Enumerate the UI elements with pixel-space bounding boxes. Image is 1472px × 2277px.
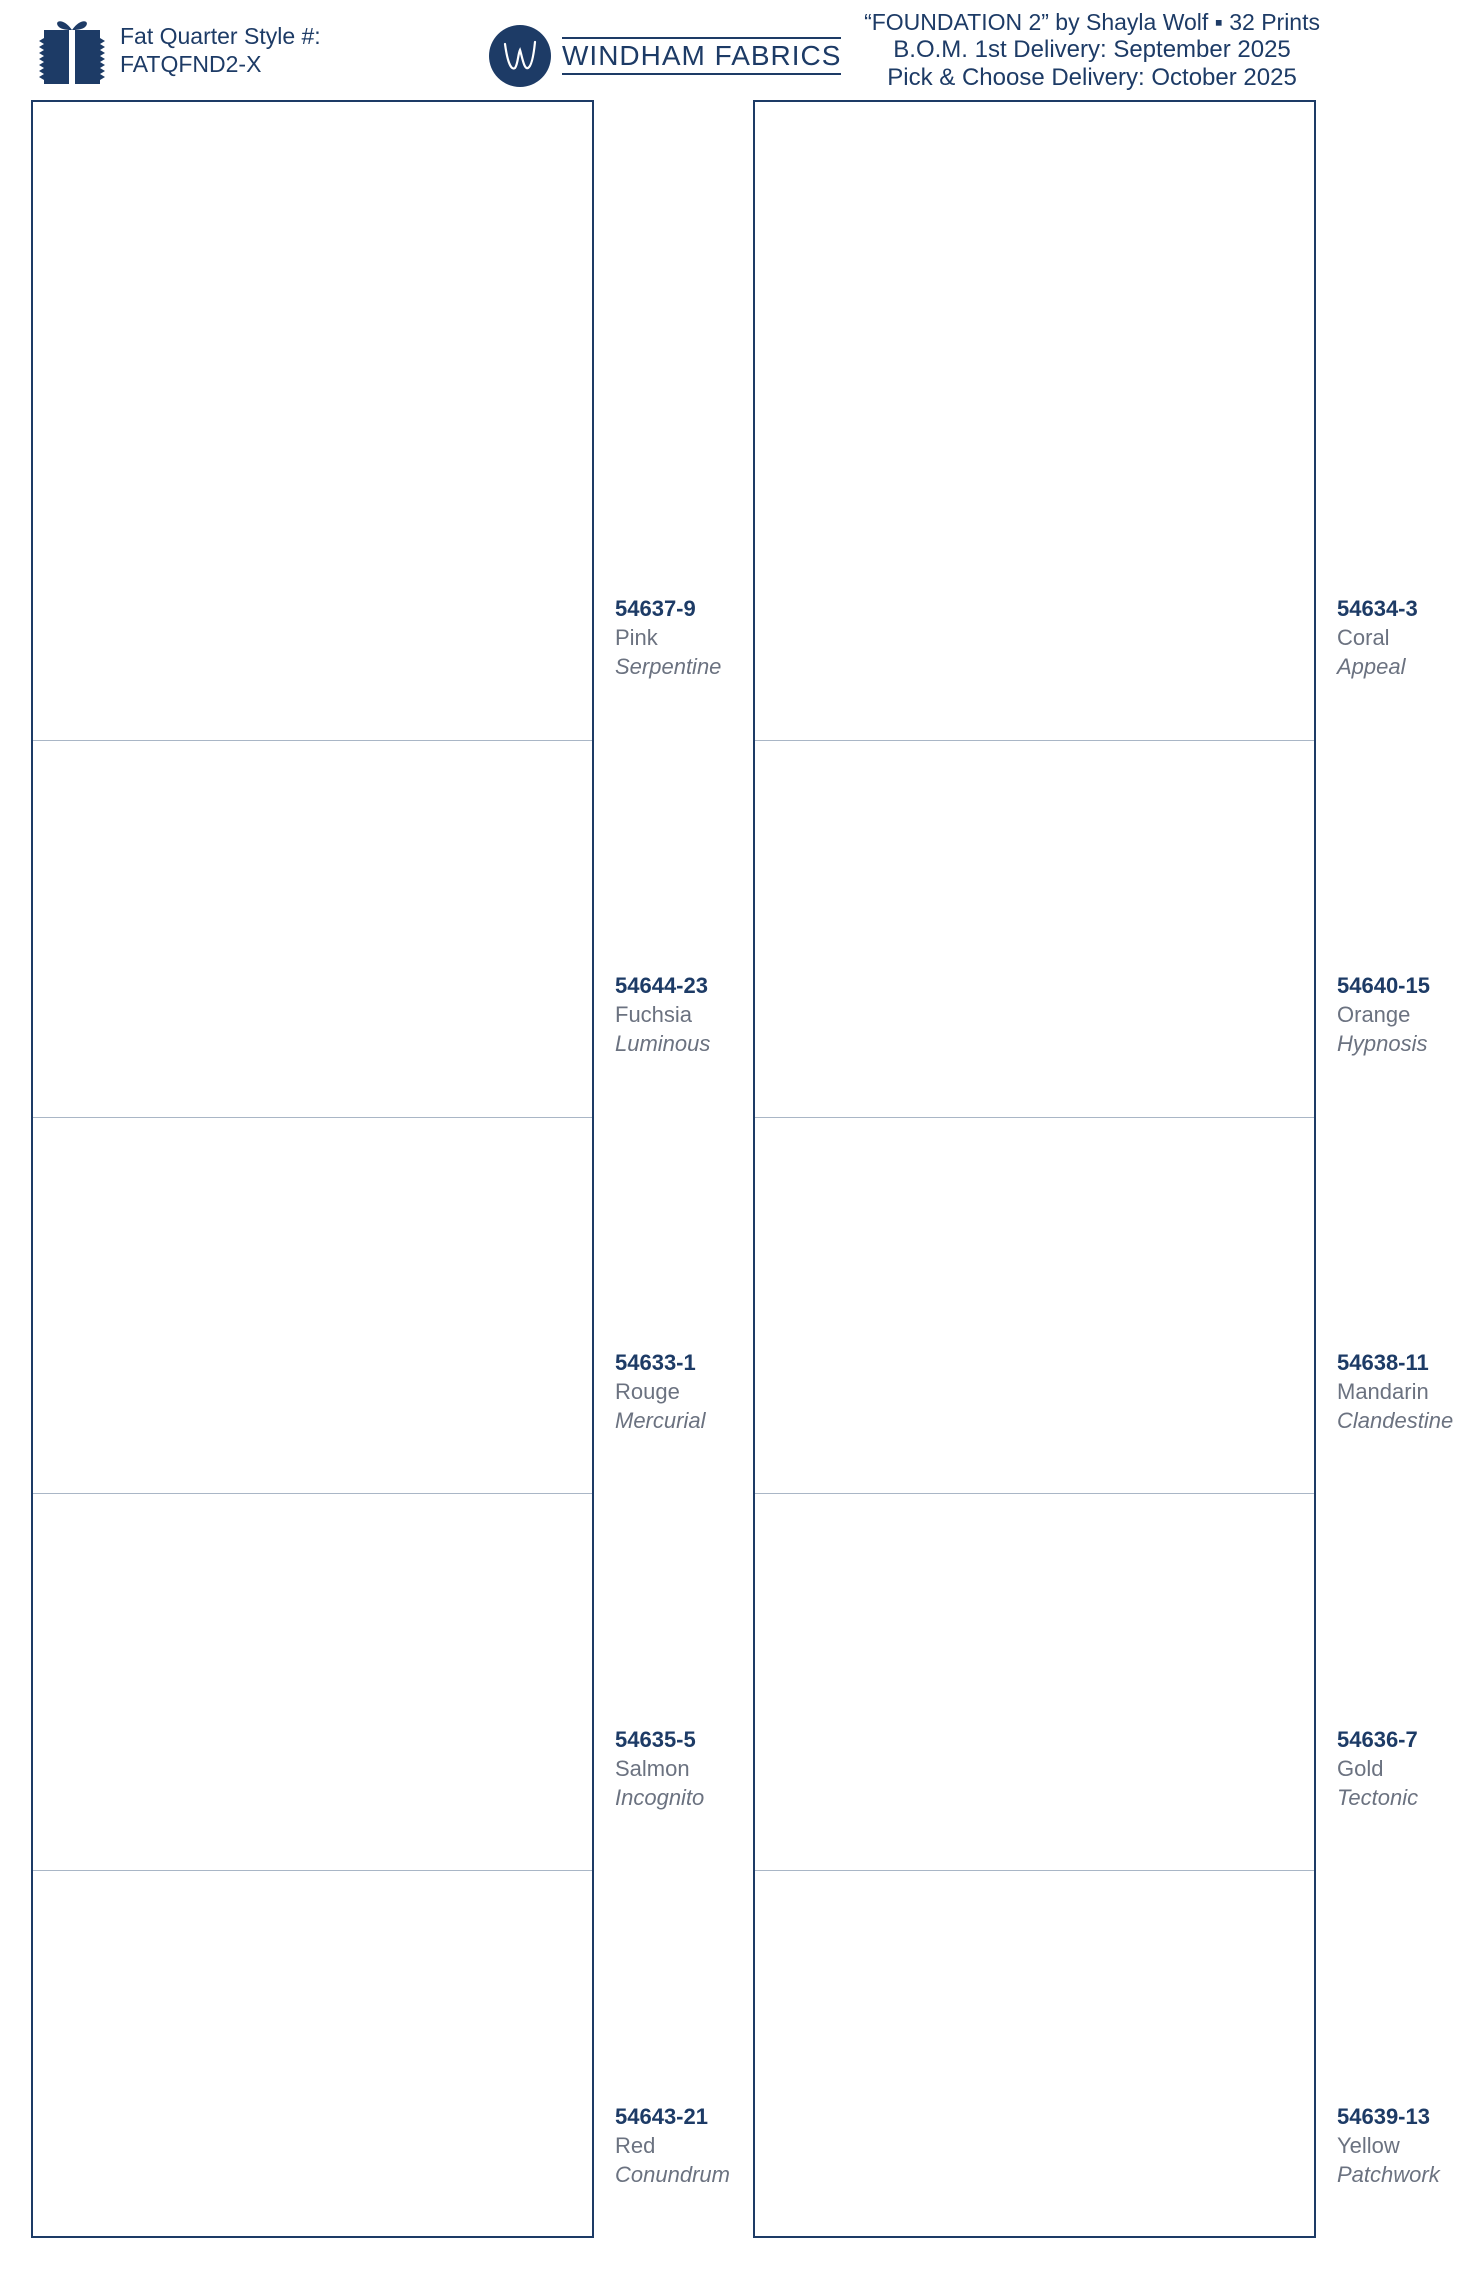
swatch-label — [615, 1348, 705, 1435]
fabric-bundle-icon — [36, 16, 108, 88]
swatch-print-name: Incognito — [615, 1785, 705, 1810]
swatch-print-name: Hypnosis — [1337, 1031, 1428, 1056]
swatch-label — [1337, 2102, 1440, 2189]
swatch-print-name: Serpentine — [615, 654, 722, 679]
swatch-divider — [755, 1870, 1314, 1871]
swatch-color: Rouge — [615, 1379, 680, 1404]
swatch-color: Red — [615, 2133, 656, 2158]
swatch-divider — [755, 1493, 1314, 1494]
swatch-label — [615, 1725, 704, 1812]
swatch-color: Pink — [615, 625, 658, 650]
swatch-divider — [33, 1870, 592, 1871]
swatch-divider — [33, 1117, 592, 1118]
swatch-label — [615, 2102, 730, 2189]
swatch-divider — [755, 1117, 1314, 1118]
swatch-divider — [33, 1493, 592, 1494]
swatch-label — [1337, 1725, 1418, 1812]
swatch-color: Mandarin — [1337, 1379, 1429, 1404]
swatch-print-name: Mercurial — [615, 1408, 706, 1433]
swatch-code: 54640-15 — [1337, 973, 1430, 998]
swatch-color: Coral — [1337, 625, 1390, 650]
swatch-label — [1337, 971, 1430, 1058]
swatch-code: 54643-21 — [615, 2104, 708, 2129]
swatch-label — [615, 971, 710, 1058]
swatch-code: 54638-11 — [1337, 1350, 1429, 1375]
swatch-color: Gold — [1337, 1756, 1384, 1781]
swatch-code: 54633-1 — [615, 1350, 696, 1375]
swatch-divider — [33, 740, 592, 741]
swatch-code: 54634-3 — [1337, 596, 1418, 621]
swatch-column-right — [753, 100, 1316, 2238]
swatch-code: 54637-9 — [615, 596, 696, 621]
swatch-print-name: Tectonic — [1337, 1785, 1419, 1810]
pick-choose-delivery: Pick & Choose Delivery: October 2025 — [887, 64, 1297, 91]
swatch-label — [1337, 1348, 1453, 1435]
collection-info — [864, 8, 1320, 92]
swatch-print-name: Patchwork — [1337, 2162, 1440, 2187]
swatch-code: 54639-13 — [1337, 2104, 1430, 2129]
style-block — [36, 16, 321, 88]
swatch-print-name: Clandestine — [1337, 1408, 1454, 1433]
brand-logo — [488, 24, 841, 88]
swatch-color: Yellow — [1337, 2133, 1400, 2158]
swatch-column-left — [31, 100, 594, 2238]
swatch-print-name: Appeal — [1337, 654, 1406, 679]
swatch-print-name: Luminous — [615, 1031, 711, 1056]
swatch-label — [1337, 594, 1418, 681]
windham-logo-icon — [488, 24, 552, 88]
swatch-code: 54636-7 — [1337, 1727, 1418, 1752]
swatch-print-name: Conundrum — [615, 2162, 730, 2187]
brand-name: WINDHAM FABRICS — [562, 37, 841, 75]
style-code: FATQFND2-X — [120, 51, 262, 77]
style-label: Fat Quarter Style #: — [120, 23, 321, 49]
swatch-divider — [755, 740, 1314, 741]
swatch-color: Fuchsia — [615, 1002, 693, 1027]
bom-delivery: B.O.M. 1st Delivery: September 2025 — [893, 36, 1291, 63]
swatch-label — [615, 594, 721, 681]
swatch-code: 54644-23 — [615, 973, 708, 998]
collection-line: “FOUNDATION 2” by Shayla Wolf ▪ 32 Prints — [864, 9, 1320, 35]
swatch-code: 54635-5 — [615, 1727, 696, 1752]
swatch-color: Salmon — [615, 1756, 690, 1781]
swatch-color: Orange — [1337, 1002, 1411, 1027]
